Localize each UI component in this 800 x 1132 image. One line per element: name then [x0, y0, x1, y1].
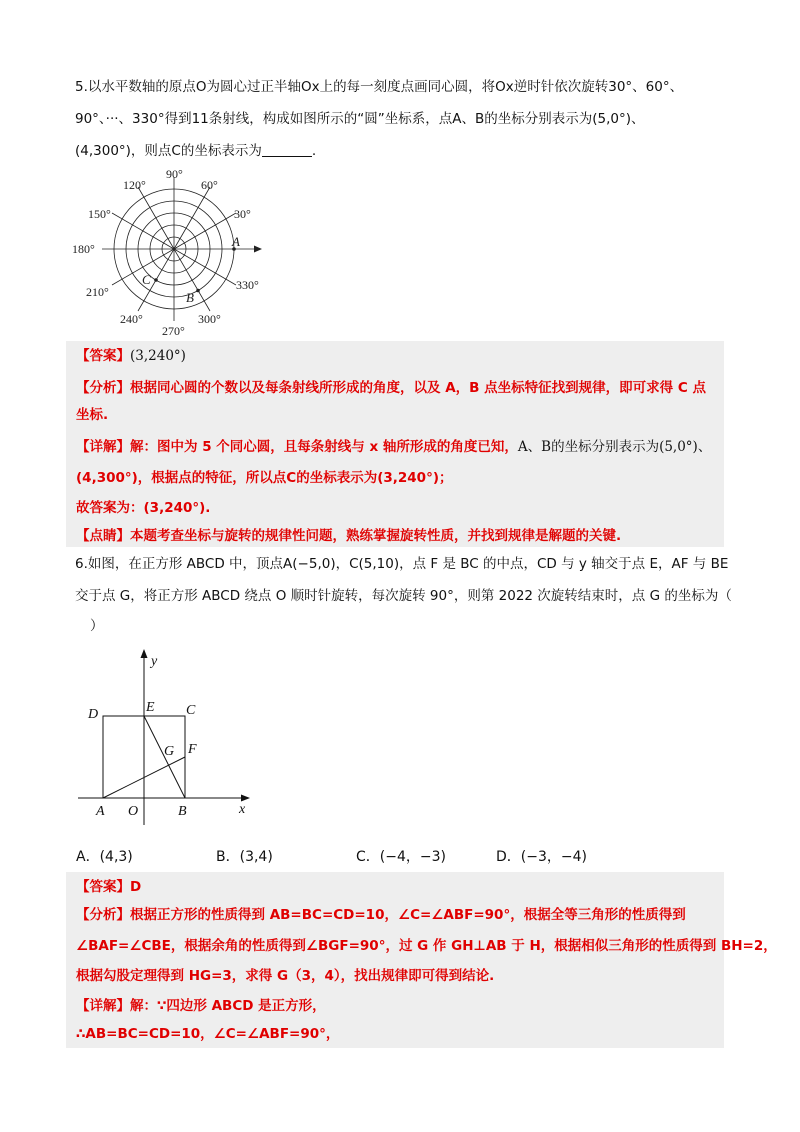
q6-stem-line2: 交于点 G，将正方形 ABCD 绕点 O 顺时针旋转，每次旋转 90°，则第 2022 次旋转结束时，点 G 的坐标为（	[75, 588, 732, 604]
q5-stem-line1: 5.以水平数轴的原点O为圆心过正半轴Ox上的每一刻度点画同心圆，将Ox逆时针依次旋转30°、60°、	[75, 79, 684, 95]
label-240: 240°	[120, 312, 143, 326]
label-300: 300°	[198, 312, 221, 326]
q6-analysis-line1	[76, 904, 686, 926]
q5-answer-value: (3,240°)	[130, 348, 186, 364]
label-270: 270°	[162, 324, 185, 338]
q6-detail-text1: 解：∵四边形 ABCD 是正方形，	[130, 998, 326, 1014]
label-30: 30°	[234, 207, 251, 221]
vertex-d-label: D	[88, 707, 99, 722]
point-g-label: G	[164, 744, 175, 759]
q5-comment	[76, 525, 621, 547]
label-90: 90°	[166, 167, 183, 181]
q5-analysis-text1: 根据同心圆的个数以及每条射线所形成的角度，以及 A，B 点坐标特征找到规律，即可求得 C 点	[130, 380, 706, 396]
q5-comment-tag: 【点睛】	[76, 528, 130, 544]
label-120: 120°	[123, 178, 146, 192]
q5-stem-line3	[75, 140, 316, 162]
q6-solution-box	[66, 872, 777, 1048]
q6-answer-tag: 【答案】	[76, 879, 130, 895]
square-rotation-figure	[76, 645, 256, 830]
option-a-letter: A．	[76, 849, 100, 865]
option-b-letter: B．	[216, 849, 240, 865]
q5-analysis-line1	[76, 377, 706, 399]
label-330: 330°	[236, 278, 259, 292]
option-b[interactable]	[216, 846, 273, 866]
q5-answer	[76, 345, 186, 367]
q6-analysis-text1: 根据正方形的性质得到 AB=BC=CD=10，∠C=∠ABF=90°，根据全等三角形的性质得到	[130, 907, 686, 923]
option-b-value: (3,4)	[239, 849, 273, 865]
q5-analysis-line2: 坐标.	[76, 407, 109, 423]
q5-comment-text: 本题考查坐标与旋转的规律性问题，熟练掌握旋转性质，并找到规律是解题的关键.	[130, 528, 622, 544]
option-d-letter: D．	[496, 849, 521, 865]
q5-detail-text1b: A、B的坐标分别表示为(5,0°)、	[517, 439, 712, 455]
q6-stem-line1: 6.如图，在正方形 ABCD 中，顶点A(−5,0)，C(5,10)，点 F 是 BC 的中点，CD 与 y 轴交于点 E，AF 与 BE	[75, 556, 729, 572]
vertex-a-label: A	[96, 804, 105, 819]
point-b-label: B	[186, 290, 194, 305]
label-210: 210°	[86, 285, 109, 299]
q5-detail-tag: 【详解】	[76, 439, 130, 455]
option-d-value: (−3，−4)	[520, 849, 587, 865]
option-d[interactable]	[496, 846, 587, 866]
origin-o-label: O	[128, 804, 139, 819]
label-150: 150°	[88, 207, 111, 221]
q5-detail-line1	[76, 436, 711, 458]
q5-detail-line3: 故答案为：(3,240°).	[76, 500, 211, 516]
option-c-letter: C．	[356, 849, 380, 865]
q5-stem-line2: 90°、···、330°得到11条射线，构成如图所示的“圆”坐标系，点A、B的坐标分别表示为(5,0°)、	[75, 111, 645, 127]
polar-coordinate-figure	[70, 165, 280, 340]
q5-detail-line2: (4,300°)，根据点的特征，所以点C的坐标表示为(3,240°)；	[76, 470, 453, 486]
option-a-value: (4,3)	[99, 849, 133, 865]
q5-stem-line3-text: (4,300°)，则点C的坐标表示为	[75, 143, 262, 159]
q5-analysis-tag: 【分析】	[76, 380, 130, 396]
option-c[interactable]	[356, 846, 446, 866]
vertex-c-label: C	[186, 703, 196, 718]
label-60: 60°	[201, 178, 218, 192]
q6-answer-value: D	[130, 879, 142, 895]
point-c-label: C	[142, 272, 151, 287]
option-c-value: (−4，−3)	[379, 849, 446, 865]
q5-stem-line3-end: .	[311, 143, 317, 159]
q6-analysis-line2: ∠BAF=∠CBE，根据余角的性质得到∠BGF=90°，过 G 作 GH⊥AB 于 H，根据相似三角形的性质得到 BH=2，	[76, 938, 777, 954]
axis-x-label: x	[239, 802, 246, 817]
point-e-label: E	[146, 700, 155, 715]
q5-solution-box	[66, 341, 724, 547]
q5-detail-text1a: 解：图中为 5 个同心圆，且每条射线与 x 轴所形成的角度已知，	[130, 439, 518, 455]
q6-detail-tag: 【详解】	[76, 998, 130, 1014]
point-a-label: A	[232, 234, 240, 249]
label-180: 180°	[72, 242, 95, 256]
q5-answer-tag: 【答案】	[76, 348, 130, 364]
q6-analysis-tag: 【分析】	[76, 907, 130, 923]
option-a[interactable]	[76, 846, 133, 866]
q6-analysis-line3: 根据勾股定理得到 HG=3，求得 G（3，4），找出规律即可得到结论.	[76, 968, 495, 984]
axis-y-label: y	[151, 654, 158, 669]
q6-stem-line3: ）	[90, 618, 104, 634]
q6-detail-line2: ∴AB=BC=CD=10，∠C=∠ABF=90°，	[76, 1026, 340, 1042]
answer-blank	[262, 142, 312, 157]
q6-answer	[76, 876, 141, 898]
point-f-label: F	[188, 742, 197, 757]
vertex-b-label: B	[178, 804, 187, 819]
q6-detail-line1	[76, 995, 326, 1017]
